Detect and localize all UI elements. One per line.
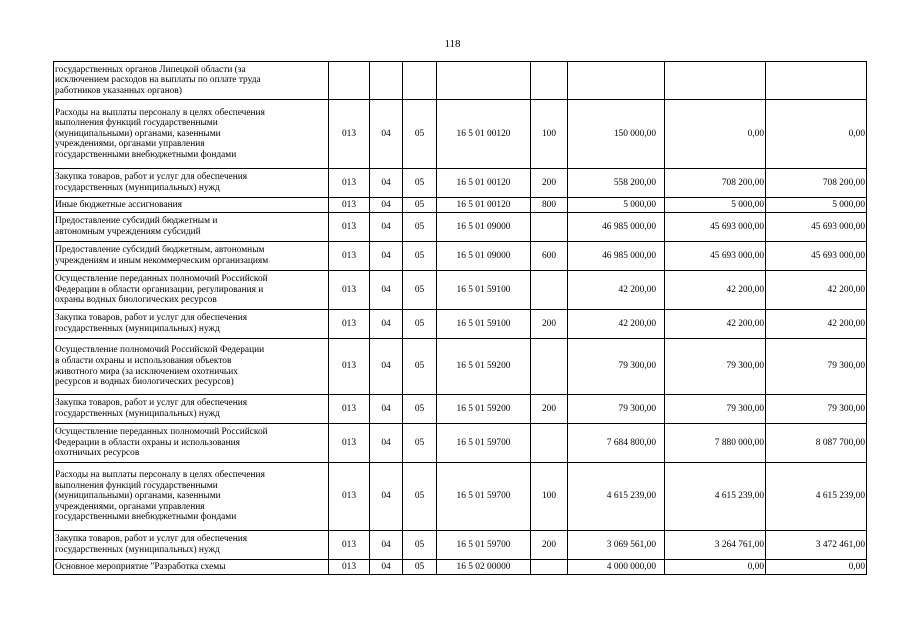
table-row bbox=[54, 100, 867, 169]
ministry-code-cell: 013 bbox=[329, 463, 370, 531]
target-article-cell: 16 5 01 00120 bbox=[437, 198, 531, 213]
subsection-code-cell: 05 bbox=[403, 395, 437, 424]
amount-year2-cell: 79 300,00 bbox=[665, 339, 766, 395]
target-article-cell: 16 5 01 09000 bbox=[437, 213, 531, 242]
table-row bbox=[54, 213, 867, 242]
expense-type-cell: 100 bbox=[531, 463, 568, 531]
expense-type-cell: 800 bbox=[531, 198, 568, 213]
target-article-cell: 16 5 01 59100 bbox=[437, 271, 531, 310]
table-row bbox=[54, 560, 867, 575]
target-article-cell: 16 5 01 00120 bbox=[437, 169, 531, 198]
target-article-cell: 16 5 01 59700 bbox=[437, 531, 531, 560]
expense-type-cell: 200 bbox=[531, 395, 568, 424]
amount-year2-cell: 0,00 bbox=[665, 100, 766, 169]
amount-year2-cell: 0,00 bbox=[665, 560, 766, 575]
table-row bbox=[54, 310, 867, 339]
amount-year2-cell: 45 693 000,00 bbox=[665, 213, 766, 242]
table-row bbox=[54, 463, 867, 531]
target-article-cell: 16 5 01 59200 bbox=[437, 339, 531, 395]
amount-year2-cell: 79 300,00 bbox=[665, 395, 766, 424]
subsection-code-cell bbox=[403, 62, 437, 100]
amount-year3-cell: 45 693 000,00 bbox=[766, 213, 867, 242]
expense-name-cell: Иные бюджетные ассигнования bbox=[54, 198, 329, 213]
amount-year3-cell bbox=[766, 62, 867, 100]
expense-type-cell bbox=[531, 424, 568, 463]
subsection-code-cell: 05 bbox=[403, 424, 437, 463]
table-row bbox=[54, 339, 867, 395]
target-article-cell: 16 5 01 59100 bbox=[437, 310, 531, 339]
expense-name-cell: Закупка товаров, работ и услуг для обеспечения государственных (муниципальных) нужд bbox=[54, 310, 329, 339]
expense-name-cell: Закупка товаров, работ и услуг для обеспечения государственных (муниципальных) нужд bbox=[54, 169, 329, 198]
section-code-cell: 04 bbox=[370, 310, 403, 339]
budget-table bbox=[53, 61, 867, 575]
subsection-code-cell: 05 bbox=[403, 310, 437, 339]
expense-name-cell: Предоставление субсидий бюджетным и автономным учреждениям субсидий bbox=[54, 213, 329, 242]
target-article-cell bbox=[437, 62, 531, 100]
amount-year1-cell: 42 200,00 bbox=[568, 271, 665, 310]
table-row bbox=[54, 395, 867, 424]
section-code-cell: 04 bbox=[370, 242, 403, 271]
ministry-code-cell: 013 bbox=[329, 100, 370, 169]
target-article-cell: 16 5 01 59700 bbox=[437, 424, 531, 463]
table-body bbox=[54, 62, 867, 575]
amount-year2-cell: 708 200,00 bbox=[665, 169, 766, 198]
section-code-cell: 04 bbox=[370, 100, 403, 169]
amount-year3-cell: 0,00 bbox=[766, 100, 867, 169]
amount-year2-cell: 42 200,00 bbox=[665, 310, 766, 339]
table-row bbox=[54, 198, 867, 213]
expense-type-cell: 200 bbox=[531, 310, 568, 339]
target-article-cell: 16 5 02 00000 bbox=[437, 560, 531, 575]
amount-year3-cell: 8 087 700,00 bbox=[766, 424, 867, 463]
table-row bbox=[54, 242, 867, 271]
expense-type-cell: 200 bbox=[531, 531, 568, 560]
amount-year1-cell: 3 069 561,00 bbox=[568, 531, 665, 560]
amount-year3-cell: 79 300,00 bbox=[766, 339, 867, 395]
amount-year1-cell: 79 300,00 bbox=[568, 339, 665, 395]
amount-year3-cell: 5 000,00 bbox=[766, 198, 867, 213]
ministry-code-cell: 013 bbox=[329, 169, 370, 198]
ministry-code-cell: 013 bbox=[329, 242, 370, 271]
amount-year1-cell bbox=[568, 62, 665, 100]
ministry-code-cell: 013 bbox=[329, 560, 370, 575]
expense-type-cell bbox=[531, 339, 568, 395]
amount-year3-cell: 45 693 000,00 bbox=[766, 242, 867, 271]
amount-year1-cell: 558 200,00 bbox=[568, 169, 665, 198]
expense-name-cell: Предоставление субсидий бюджетным, автономным учреждениям и иным некоммерческим организациям bbox=[54, 242, 329, 271]
subsection-code-cell: 05 bbox=[403, 463, 437, 531]
ministry-code-cell: 013 bbox=[329, 198, 370, 213]
section-code-cell: 04 bbox=[370, 463, 403, 531]
amount-year2-cell: 4 615 239,00 bbox=[665, 463, 766, 531]
subsection-code-cell: 05 bbox=[403, 271, 437, 310]
ministry-code-cell: 013 bbox=[329, 395, 370, 424]
section-code-cell: 04 bbox=[370, 339, 403, 395]
ministry-code-cell: 013 bbox=[329, 339, 370, 395]
subsection-code-cell: 05 bbox=[403, 100, 437, 169]
subsection-code-cell: 05 bbox=[403, 560, 437, 575]
expense-name-cell: Закупка товаров, работ и услуг для обеспечения государственных (муниципальных) нужд bbox=[54, 395, 329, 424]
page-number: 118 bbox=[444, 38, 461, 50]
table-row bbox=[54, 62, 867, 100]
expense-type-cell bbox=[531, 62, 568, 100]
expense-type-cell: 100 bbox=[531, 100, 568, 169]
expense-type-cell bbox=[531, 271, 568, 310]
amount-year1-cell: 150 000,00 bbox=[568, 100, 665, 169]
table-row bbox=[54, 424, 867, 463]
section-code-cell: 04 bbox=[370, 395, 403, 424]
section-code-cell: 04 bbox=[370, 169, 403, 198]
table-row bbox=[54, 169, 867, 198]
amount-year1-cell: 4 000 000,00 bbox=[568, 560, 665, 575]
target-article-cell: 16 5 01 09000 bbox=[437, 242, 531, 271]
amount-year2-cell bbox=[665, 62, 766, 100]
expense-type-cell: 200 bbox=[531, 169, 568, 198]
section-code-cell: 04 bbox=[370, 531, 403, 560]
amount-year3-cell: 42 200,00 bbox=[766, 310, 867, 339]
amount-year1-cell: 46 985 000,00 bbox=[568, 213, 665, 242]
table-row bbox=[54, 271, 867, 310]
expense-name-cell: Закупка товаров, работ и услуг для обеспечения государственных (муниципальных) нужд bbox=[54, 531, 329, 560]
ministry-code-cell: 013 bbox=[329, 424, 370, 463]
ministry-code-cell bbox=[329, 62, 370, 100]
section-code-cell: 04 bbox=[370, 271, 403, 310]
target-article-cell: 16 5 01 59700 bbox=[437, 463, 531, 531]
section-code-cell: 04 bbox=[370, 198, 403, 213]
section-code-cell: 04 bbox=[370, 424, 403, 463]
expense-name-cell: Расходы на выплаты персоналу в целях обеспечения выполнения функций государственными (муниципальными) органами, казенными учреждениями, органами управления государственными внебюджетными фондами bbox=[54, 463, 329, 531]
ministry-code-cell: 013 bbox=[329, 271, 370, 310]
subsection-code-cell: 05 bbox=[403, 213, 437, 242]
target-article-cell: 16 5 01 00120 bbox=[437, 100, 531, 169]
expense-name-cell: Осуществление переданных полномочий Российской Федерации в области организации, регулирования и охраны водных биологических ресурсов bbox=[54, 271, 329, 310]
ministry-code-cell: 013 bbox=[329, 310, 370, 339]
amount-year1-cell: 46 985 000,00 bbox=[568, 242, 665, 271]
ministry-code-cell: 013 bbox=[329, 213, 370, 242]
expense-type-cell bbox=[531, 560, 568, 575]
subsection-code-cell: 05 bbox=[403, 242, 437, 271]
amount-year2-cell: 45 693 000,00 bbox=[665, 242, 766, 271]
expense-name-cell: Основное мероприятие "Разработка схемы bbox=[54, 560, 329, 575]
expense-name-cell: Осуществление переданных полномочий Российской Федерации в области охраны и использования охотничьих ресурсов bbox=[54, 424, 329, 463]
table-row bbox=[54, 531, 867, 560]
ministry-code-cell: 013 bbox=[329, 531, 370, 560]
expense-name-cell: Осуществление полномочий Российской Федерации в области охраны и использования объектов животного мира (за исключением охотничьих ресурсов и водных биологических ресурсов) bbox=[54, 339, 329, 395]
target-article-cell: 16 5 01 59200 bbox=[437, 395, 531, 424]
amount-year1-cell: 42 200,00 bbox=[568, 310, 665, 339]
expense-type-cell bbox=[531, 213, 568, 242]
expense-name-cell: государственных органов Липецкой области (за исключением расходов на выплаты по оплате труда работников указанных органов) bbox=[54, 62, 329, 100]
amount-year1-cell: 4 615 239,00 bbox=[568, 463, 665, 531]
amount-year2-cell: 42 200,00 bbox=[665, 271, 766, 310]
amount-year3-cell: 4 615 239,00 bbox=[766, 463, 867, 531]
subsection-code-cell: 05 bbox=[403, 531, 437, 560]
amount-year3-cell: 42 200,00 bbox=[766, 271, 867, 310]
amount-year3-cell: 708 200,00 bbox=[766, 169, 867, 198]
expense-name-cell: Расходы на выплаты персоналу в целях обеспечения выполнения функций государственными (муниципальными) органами, казенными учреждениями, органами управления государственными внебюджетными фондами bbox=[54, 100, 329, 169]
subsection-code-cell: 05 bbox=[403, 198, 437, 213]
amount-year2-cell: 5 000,00 bbox=[665, 198, 766, 213]
amount-year2-cell: 7 880 000,00 bbox=[665, 424, 766, 463]
section-code-cell: 04 bbox=[370, 213, 403, 242]
expense-type-cell: 600 bbox=[531, 242, 568, 271]
amount-year3-cell: 79 300,00 bbox=[766, 395, 867, 424]
amount-year1-cell: 5 000,00 bbox=[568, 198, 665, 213]
subsection-code-cell: 05 bbox=[403, 339, 437, 395]
amount-year1-cell: 7 684 800,00 bbox=[568, 424, 665, 463]
amount-year3-cell: 3 472 461,00 bbox=[766, 531, 867, 560]
section-code-cell bbox=[370, 62, 403, 100]
section-code-cell: 04 bbox=[370, 560, 403, 575]
amount-year3-cell: 0,00 bbox=[766, 560, 867, 575]
amount-year2-cell: 3 264 761,00 bbox=[665, 531, 766, 560]
amount-year1-cell: 79 300,00 bbox=[568, 395, 665, 424]
subsection-code-cell: 05 bbox=[403, 169, 437, 198]
